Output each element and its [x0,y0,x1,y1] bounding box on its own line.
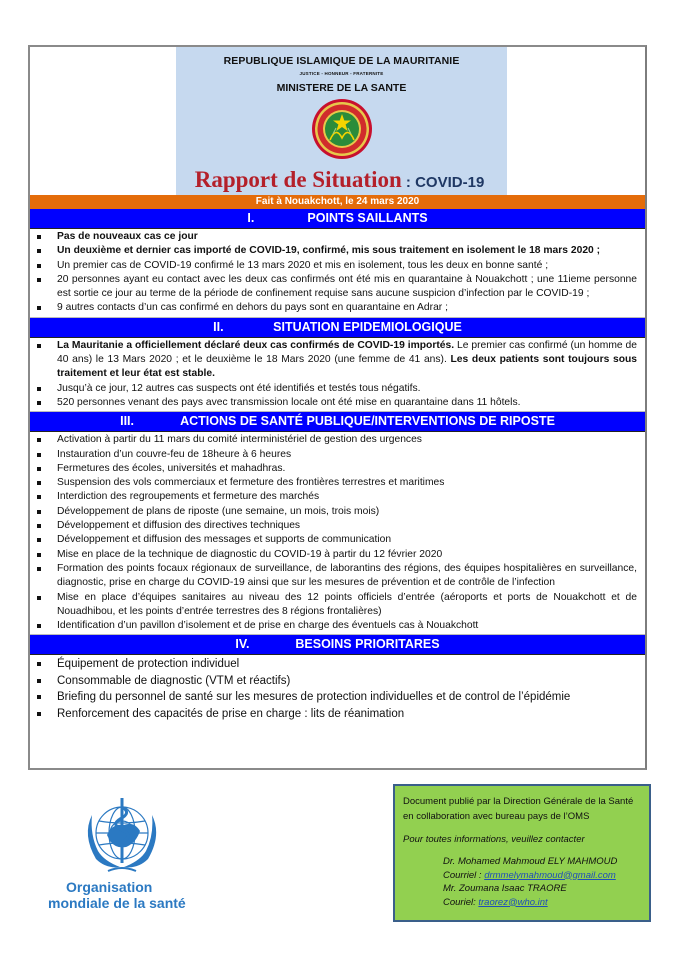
contact-box [393,784,651,922]
list-item: Briefing du personnel de santé sur les mesures de protection individuelles et de control de l’épidémie [30,689,645,706]
email-label: Couriel: [443,896,479,908]
report-content [30,209,645,723]
list-item: Activation à partir du 11 mars du comité interministériel de gestion des urgences [30,433,645,447]
list-item [30,273,645,302]
contact1-email-row [403,869,643,883]
bold-text: Un deuxième et dernier cas importé de COVID-19, confirmé, mis sous traitement en isolement le 18 mars 2020 ; [57,245,601,257]
points-saillants-list [30,229,645,318]
list-item: Développement et diffusion des messages et supports de communication [30,533,645,547]
report-title [30,167,649,193]
section-heading-situation-epidemiologique [30,318,645,338]
list-item [30,259,645,273]
mauritania-national-seal-icon [311,98,373,160]
section-title: BESOINS PRIORITARES [295,637,440,652]
list-item [30,382,645,396]
bold-text: La Mauritanie a officiellement déclaré deux cas confirmés de COVID-19 importés. [57,339,455,351]
contact2-name: Mr. Zoumana Isaac TRAORE [443,883,567,894]
list-item: Développement de plans de riposte (une semaine, un mois, trois mois) [30,505,645,519]
item-text: Le premier cas confirmé (un homme de 40 ans) le 13 Mars 2020 ; et le deuxième le 18 Mars 2020 (une femme de 41 ans). [57,339,637,366]
report-title-main: Rapport de Situation [194,167,402,192]
section-number: I. [247,211,255,225]
who-name-line2: mondiale de la santé [48,895,186,911]
section-heading-besoins-prioritaires [30,635,645,655]
ministry-title: MINISTERE DE LA SANTE [276,82,407,94]
item-text: 20 personnes ayant eu contact avec les deux cas confirmés ont été mis en quarantaine à Nouakchott ; une 11ieme personne est sortie ce jour au terme de la période de confinement requise sans aucune suspicion d’infection par le COVID-19 ; [57,273,637,300]
who-emblem-icon [62,795,182,877]
section-title: ACTIONS DE SANTÉ PUBLIQUE/INTERVENTIONS DE RIPOSTE [180,414,555,429]
contact1-name: Dr. Mohamed Mahmoud ELY MAHMOUD [443,856,618,867]
list-item: Consommable de diagnostic (VTM et réactifs) [30,673,645,690]
list-item: Interdiction des regroupements et fermeture des marchés [30,490,645,504]
section-number: II. [213,319,224,334]
list-item: Instauration d’un couvre-feu de 18heure à 6 heures [30,448,645,462]
list-item: Suspension des vols commerciaux et fermeture des frontières terrestres et maritimes [30,476,645,490]
list-item [30,230,645,244]
item-text: 9 autres contacts d’un cas confirmé en dehors du pays sont en quarantaine en Adrar ; [57,302,448,314]
list-item: Identification d’un pavillon d’isolement et de prise en charge des éventuels cas à Nouakchott [30,619,645,633]
contact2-email-link[interactable]: traorez@who.int [478,896,548,908]
email-label: Courriel : [443,869,485,881]
bold-text: Les deux patients sont toujours sous traitement et leur état est stable. [57,354,637,380]
actions-list [30,432,645,635]
contact-intro: Pour toutes informations, veuillez contacter [403,834,585,845]
list-item: Renforcement des capacités de prise en charge : lits de réanimation [30,706,645,723]
section-number: III. [120,414,134,429]
situation-epidemiologique-list [30,338,645,412]
section-heading-actions-sante-publique [30,412,645,432]
section-number: IV. [235,637,250,652]
national-motto: JUSTICE - HONNEUR - FRATERNITE [299,71,384,76]
contact1-email-link[interactable]: drmmelymahmoud@gmail.com [484,869,616,881]
item-text: Jusqu’à ce jour, 12 autres cas suspects ont été identifiés et testés tous négatifs. [57,382,421,394]
besoins-list [30,655,645,723]
list-item: Mise en place d’équipes sanitaires au niveau des 12 points officiels d’entrée (aéroports et ports de Nouakchott et de Nouadhibou, et les points d’entrée terrestres des 8 régions frontalières) [30,591,645,620]
list-item: Développement et diffusion des directives techniques [30,519,645,533]
item-text: Un premier cas de COVID-19 confirmé le 13 mars 2020 et mis en isolement, tous les deux en bonne santé ; [57,259,549,271]
item-text: 520 personnes venant des pays avec transmission locale ont été mise en quarantaine dans 11 hôtels. [57,396,521,408]
list-item: Fermetures des écoles, universités et mahadhras. [30,462,645,476]
republic-title: REPUBLIQUE ISLAMIQUE DE LA MAURITANIE [223,55,460,67]
report-page-frame [28,45,647,770]
who-name [48,879,198,911]
list-item [30,339,645,382]
publisher-note: Document publié par la Direction Générale de la Santé en collaboration avec bureau pays de l’OMS [403,796,634,822]
list-item [30,301,645,315]
date-bar: Fait à Nouakchott, le 24 mars 2020 [30,195,645,209]
section-heading-points-saillants [30,209,645,229]
section-title: SITUATION EPIDEMIOLOGIQUE [273,319,462,334]
list-item: Équipement de protection individuel [30,656,645,673]
list-item: Mise en place de la technique de diagnostic du COVID-19 à partir du 12 février 2020 [30,548,645,562]
section-title: POINTS SAILLANTS [307,211,428,225]
list-item [30,244,645,258]
list-item: Formation des points focaux régionaux de surveillance, de laborantins des régions, des équipes hospitalières en surveillance, diagnostic, prise en charge du COVID-19 ainsi que sur les mesures de prévention et de contrôle de l’infection [30,562,645,591]
who-name-line1: Organisation [66,879,153,895]
list-item [30,396,645,410]
report-title-sub: : COVID-19 [401,174,485,191]
who-logo [48,795,198,911]
bold-text: Pas de nouveaux cas ce jour [57,231,198,242]
contact2-email-row [403,896,643,910]
